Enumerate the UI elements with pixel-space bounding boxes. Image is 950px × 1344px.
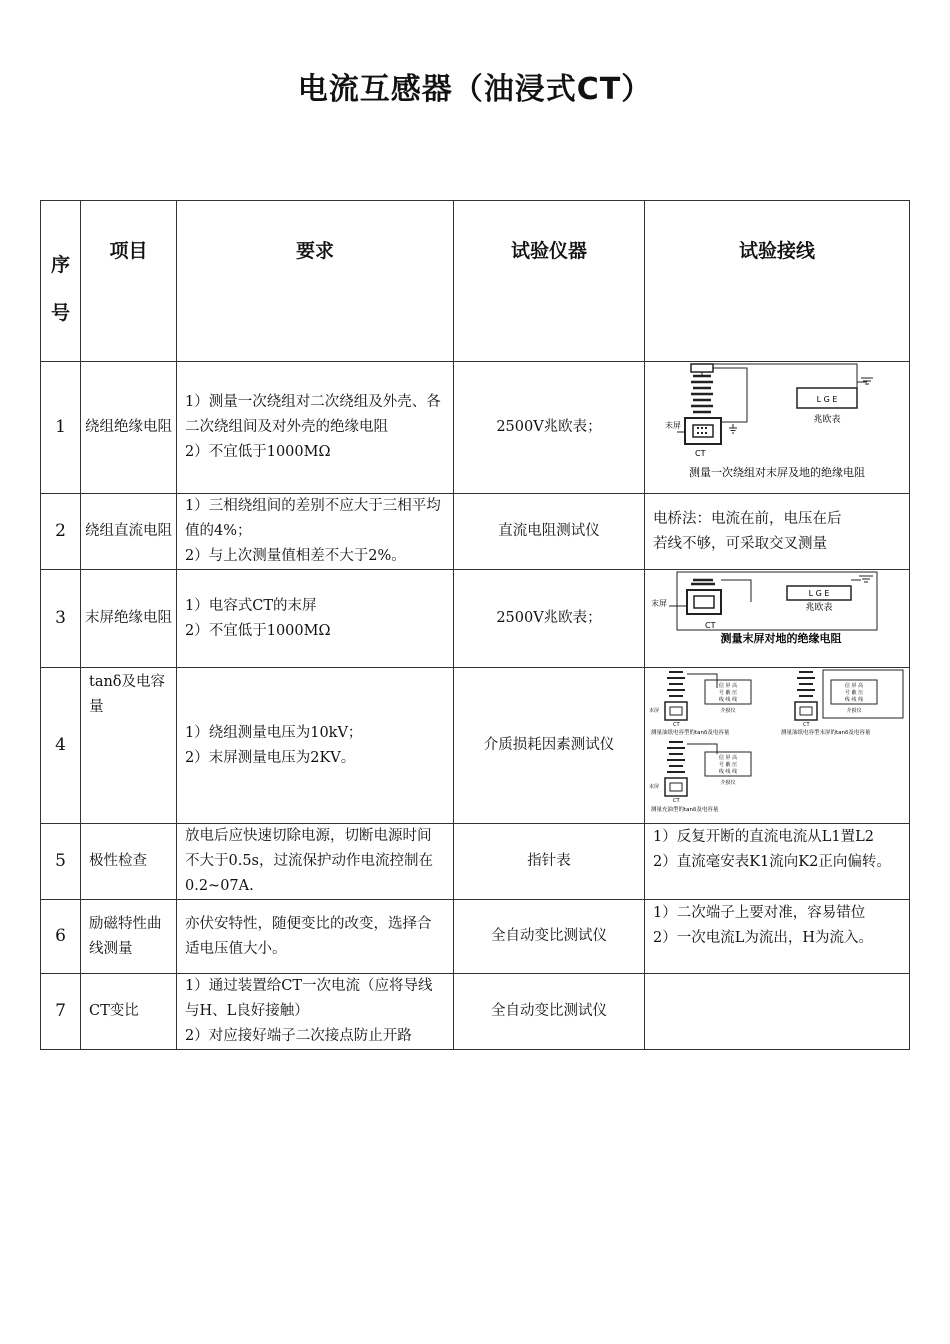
lge-label: L G E	[816, 395, 838, 404]
table-row	[41, 668, 910, 824]
diagram-caption: 测量末屏对地的绝缘电阻	[720, 632, 842, 645]
table-row	[41, 974, 910, 1050]
row-instrument: 介质损耗因素测试仪	[454, 668, 645, 824]
row-number: 1	[41, 362, 81, 494]
svg-text:末屏: 末屏	[649, 784, 660, 790]
diagram-caption: 测量油纸电容型的tanδ及电容量	[651, 730, 730, 736]
row-item: CT变比	[81, 974, 177, 1050]
header-seq: 序 号	[41, 201, 81, 362]
row-wiring	[645, 974, 910, 1050]
ct-label: CT	[705, 621, 716, 630]
row-item: 末屏绝缘电阻	[81, 570, 177, 668]
ct-label: CT	[695, 449, 706, 458]
svg-text:号 蔽 压: 号 蔽 压	[844, 690, 864, 696]
row-requirement: 1）通过装置给CT一次电流（应将导线与H、L良好接触） 2）对应接好端子二次接点防止开路	[177, 974, 454, 1050]
diagram-caption: 测量油纸电容型末屏的tanδ及电容量	[781, 730, 871, 736]
row-instrument: 全自动变比测试仪	[454, 900, 645, 974]
svg-text:线 线 线: 线 线 线	[718, 769, 738, 775]
table-row	[41, 824, 910, 900]
wiring-diagram-insulation	[645, 362, 910, 494]
header-requirement: 要求	[177, 201, 454, 362]
table-row	[41, 494, 910, 570]
svg-text:介损仪: 介损仪	[720, 780, 736, 786]
meter-label: 兆欧表	[813, 415, 841, 425]
row-wiring: 电桥法：电流在前，电压在后 若线不够，可采取交叉测量	[645, 494, 910, 570]
row-requirement: 放电后应快速切除电源，切断电源时间不大于0.5s，过流保护动作电流控制在0.2~07A.	[177, 824, 454, 900]
tandelta-diagram-c	[649, 742, 751, 813]
svg-text:信 屏 高: 信 屏 高	[718, 755, 738, 761]
row-item: 绕组直流电阻	[81, 494, 177, 570]
row-number: 5	[41, 824, 81, 900]
diagram-caption: 测量充油型的tanδ及电容量	[651, 807, 719, 813]
row-requirement: 亦伏安特性，随便变比的改变，选择合适电压值大小。	[177, 900, 454, 974]
diagram-caption: 测量一次绕组对末屏及地的绝缘电阻	[689, 466, 865, 479]
header-item: 项目	[81, 201, 177, 362]
svg-text:号 蔽 压: 号 蔽 压	[718, 762, 738, 768]
svg-text:介损仪: 介损仪	[846, 708, 862, 714]
page-title: 电流互感器（油浸式CT）	[297, 72, 653, 107]
row-number: 6	[41, 900, 81, 974]
table-row	[41, 362, 910, 494]
table-row	[41, 900, 910, 974]
svg-text:CT: CT	[673, 798, 680, 804]
row-item: 极性检查	[81, 824, 177, 900]
svg-text:信 屏 高: 信 屏 高	[718, 683, 738, 689]
svg-text:CT: CT	[803, 722, 810, 728]
svg-text:CT: CT	[673, 722, 680, 728]
svg-text:线 线 线: 线 线 线	[718, 697, 738, 703]
row-instrument: 2500V兆欧表；	[454, 570, 645, 668]
row-number: 3	[41, 570, 81, 668]
tail-label: 末屏	[651, 599, 667, 608]
row-instrument: 2500V兆欧表；	[454, 362, 645, 494]
lge-label: L G E	[808, 589, 830, 598]
tandelta-diagram-b	[781, 670, 903, 736]
tandelta-diagram	[647, 668, 907, 814]
tail-screen-diagram	[647, 570, 907, 658]
row-requirement: 1）电容式CT的末屏 2）不宜低于1000MΩ	[177, 570, 454, 668]
wiring-diagram-tail	[645, 570, 910, 668]
meter-label: 兆欧表	[805, 603, 833, 613]
svg-text:号 蔽 压: 号 蔽 压	[718, 690, 738, 696]
row-item: tanδ及电容量	[81, 668, 177, 824]
row-instrument: 指针表	[454, 824, 645, 900]
row-requirement: 1）测量一次绕组对二次绕组及外壳、各二次绕组间及对外壳的绝缘电阻 2）不宜低于1000MΩ	[177, 362, 454, 494]
tail-label: 末屏	[665, 421, 681, 430]
row-instrument: 全自动变比测试仪	[454, 974, 645, 1050]
ct-test-table	[40, 200, 910, 1050]
header-wiring: 试验接线	[645, 201, 910, 362]
row-number: 7	[41, 974, 81, 1050]
svg-text:信 屏 高: 信 屏 高	[844, 683, 864, 689]
row-number: 2	[41, 494, 81, 570]
row-requirement: 1）三相绕组间的差别不应大于三相平均值的4%； 2）与上次测量值相差不大于2%。	[177, 494, 454, 570]
tandelta-diagram-a	[649, 672, 751, 736]
wiring-diagram-tandelta	[645, 668, 910, 824]
row-item: 励磁特性曲线测量	[81, 900, 177, 974]
svg-text:末屏: 末屏	[649, 708, 660, 714]
row-wiring: 1）反复开断的直流电流从L1置L2 2）直流毫安表K1流向K2正向偏转。	[645, 824, 910, 900]
svg-text:介损仪: 介损仪	[720, 708, 736, 714]
svg-text:线 线 线: 线 线 线	[844, 697, 864, 703]
ct-insulation-diagram	[647, 362, 907, 484]
row-item: 绕组绝缘电阻	[81, 362, 177, 494]
row-instrument: 直流电阻测试仪	[454, 494, 645, 570]
header-instrument: 试验仪器	[454, 201, 645, 362]
header-row	[41, 201, 910, 362]
row-wiring: 1）二次端子上要对准，容易错位 2）一次电流L为流出，H为流入。	[645, 900, 910, 974]
row-requirement: 1）绕组测量电压为10kV； 2）末屏测量电压为2KV。	[177, 668, 454, 824]
row-number: 4	[41, 668, 81, 824]
table-row	[41, 570, 910, 668]
